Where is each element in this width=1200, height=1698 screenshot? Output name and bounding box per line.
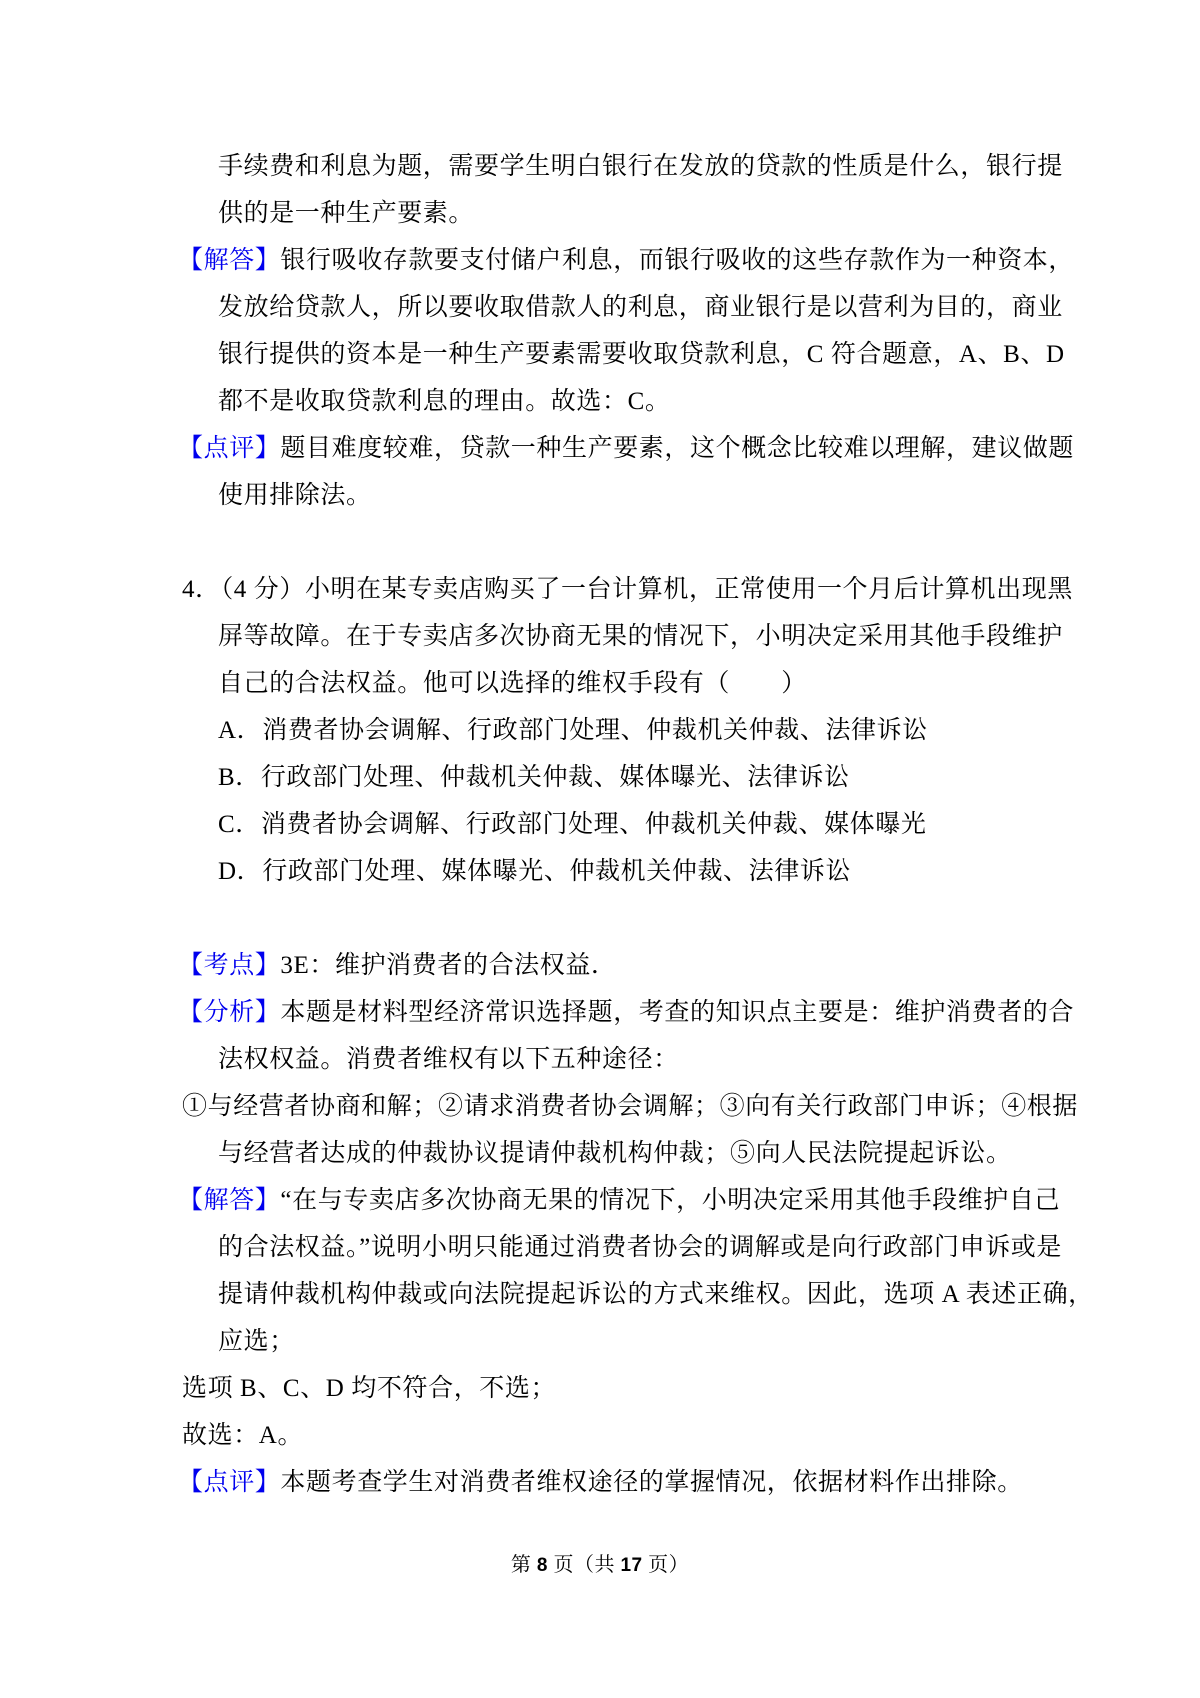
- option-a: A．消费者协会调解、行政部门处理、仲裁机关仲裁、法律诉讼: [218, 717, 928, 744]
- text-line: 提请仲裁机构仲裁或向法院提起诉讼的方式来维权。因此，选项 A 表述正确，: [218, 1281, 1094, 1308]
- text-line: 使用排除法。: [218, 482, 372, 509]
- text-line: 应选；: [218, 1328, 295, 1355]
- text-line: 银行提供的资本是一种生产要素需要收取贷款利息，C 符合题意，A、B、D: [218, 341, 1065, 368]
- text-line: “在与专卖店多次协商无果的情况下，小明决定采用其他手段维护自己: [280, 1187, 1061, 1214]
- option-d: D．行政部门处理、媒体曝光、仲裁机关仲裁、法律诉讼: [218, 858, 852, 885]
- testpoint-block-line: [178, 942, 1200, 989]
- dianping-tag: 【点评】: [178, 435, 281, 462]
- text-line: 发放给贷款人，所以要收取借款人的利息，商业银行是以营利为目的，商业: [218, 294, 1063, 321]
- text-line: 本题是材料型经济常识选择题，考查的知识点主要是：维护消费者的合: [280, 999, 1075, 1026]
- footer-text: 页（共: [547, 1554, 621, 1576]
- question-4-stem-line: 屏等故障。在于专卖店多次协商无果的情况下，小明决定采用其他手段维护: [218, 623, 1063, 650]
- page-footer: [0, 1550, 1200, 1581]
- question-4-stem-line: 自己的合法权益。他可以选择的维权手段有（ ）: [218, 670, 807, 697]
- footer-text: 页）: [642, 1554, 690, 1576]
- comment-block-line: [178, 425, 1200, 472]
- text-line: ①与经营者协商和解；②请求消费者协会调解；③向有关行政部门申诉；④根据: [182, 1093, 1079, 1120]
- footer-text: 第: [510, 1554, 537, 1576]
- text-line: 故选：A。: [182, 1422, 304, 1449]
- text-line: 供的是一种生产要素。: [218, 200, 475, 227]
- text-line: 银行吸收存款要支付储户利息，而银行吸收的这些存款作为一种资本，: [280, 247, 1075, 274]
- analysis-block-line: [178, 989, 1200, 1036]
- option-c: C．消费者协会调解、行政部门处理、仲裁机关仲裁、媒体曝光: [218, 811, 927, 838]
- question-4-stem-line: 4．（4 分）小明在某专卖店购买了一台计算机，正常使用一个月后计算机出现黑: [182, 576, 1073, 603]
- text-line: 3E：维护消费者的合法权益．: [280, 952, 617, 979]
- text-line: 的合法权益。”说明小明只能通过消费者协会的调解或是向行政部门申诉或是: [218, 1234, 1062, 1261]
- option-b: B．行政部门处理、仲裁机关仲裁、媒体曝光、法律诉讼: [218, 764, 850, 791]
- blank-line: [0, 895, 1200, 942]
- comment-block-line: [178, 1459, 1200, 1506]
- answer-block-line: [178, 237, 1200, 284]
- total-pages: 17: [620, 1555, 643, 1576]
- text-line: 法权权益。消费者维权有以下五种途径：: [218, 1046, 679, 1073]
- fenxi-tag: 【分析】: [178, 999, 281, 1026]
- text-line: 选项 B、C、D 均不符合，不选；: [182, 1375, 557, 1402]
- text-line: 本题考查学生对消费者维权途径的掌握情况，依据材料作出排除。: [280, 1469, 1023, 1496]
- text-line: 与经营者达成的仲裁协议提请仲裁机构仲裁；⑤向人民法院提起诉讼。: [218, 1140, 1012, 1167]
- jieda-tag: 【解答】: [178, 247, 281, 274]
- answer-block-line: [178, 1177, 1200, 1224]
- text-line: 手续费和利息为题，需要学生明白银行在发放的贷款的性质是什么，银行提: [218, 153, 1063, 180]
- dianping-tag: 【点评】: [178, 1469, 281, 1496]
- text-line: 都不是收取贷款利息的理由。故选：C。: [218, 388, 671, 415]
- jieda-tag: 【解答】: [178, 1187, 281, 1214]
- blank-line: [0, 519, 1200, 566]
- page-number: 8: [536, 1555, 548, 1576]
- text-line: 题目难度较难，贷款一种生产要素，这个概念比较难以理解，建议做题: [280, 435, 1075, 462]
- kaodian-tag: 【考点】: [178, 952, 281, 979]
